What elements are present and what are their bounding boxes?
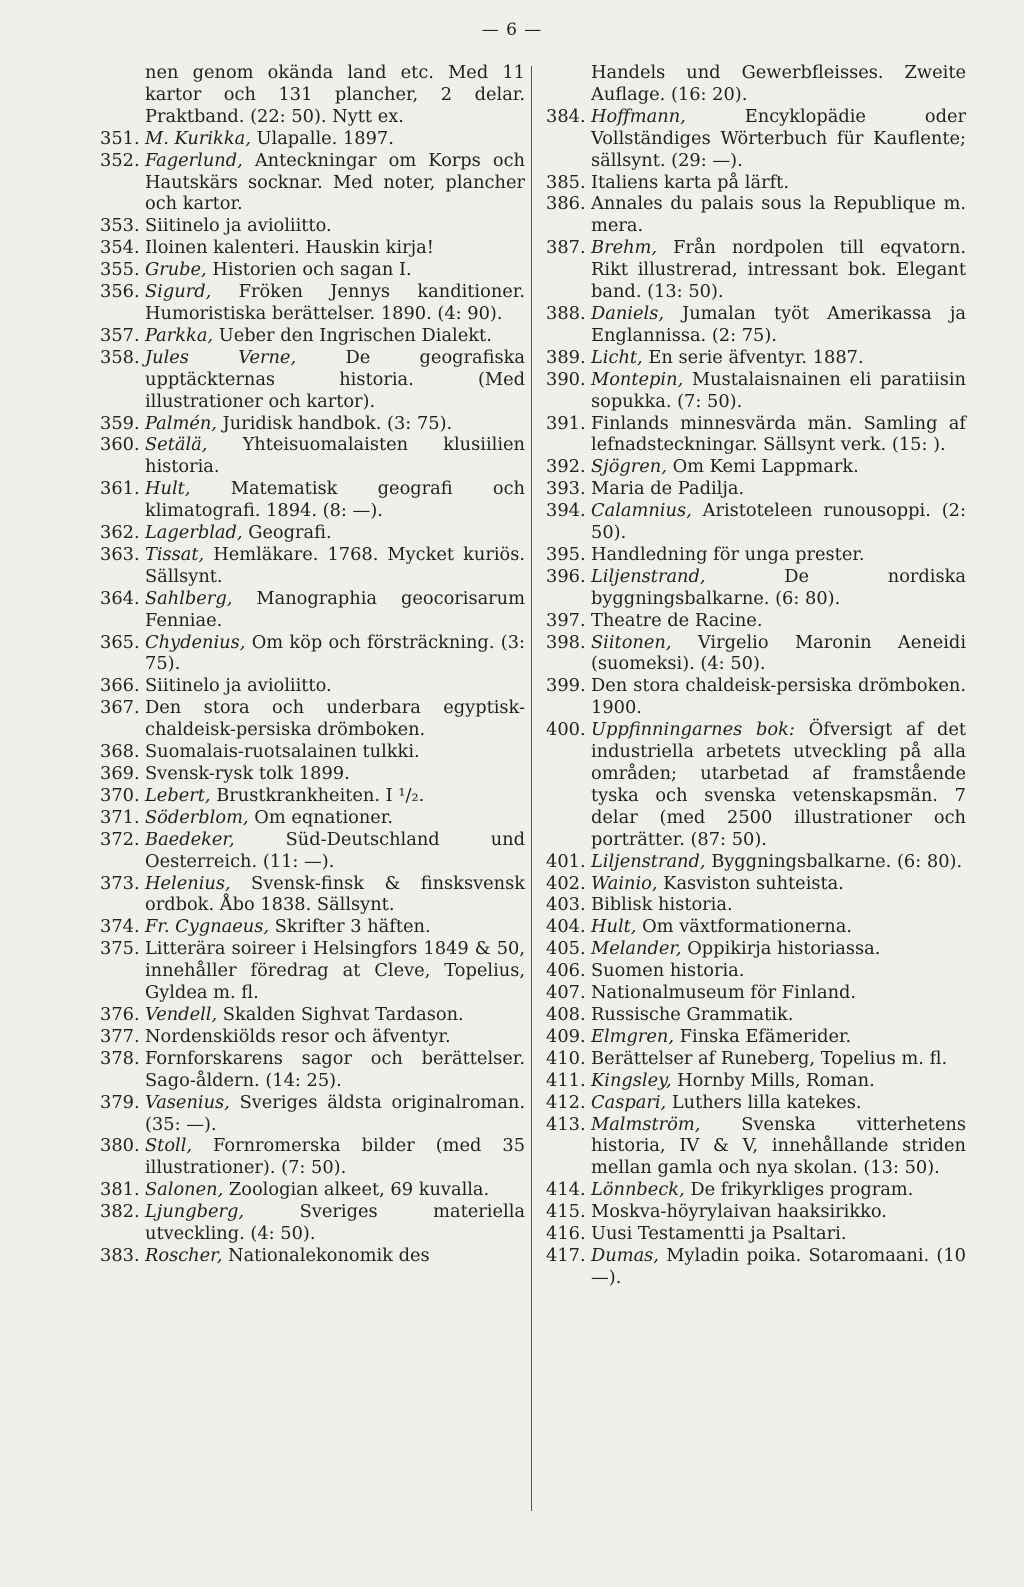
catalog-entry — [100, 588, 525, 632]
entry-number: 389. — [546, 346, 586, 368]
catalog-entry — [546, 193, 966, 237]
entry-author: Hoffmann, — [591, 105, 686, 127]
entry-text: Theatre de Racine. — [591, 609, 763, 631]
catalog-entry — [546, 1114, 966, 1180]
entry-text: Iloinen kalenteri. Hauskin kirja! — [145, 237, 434, 259]
entry-text: Nationalmuseum för Finland. — [591, 982, 857, 1004]
entry-text: Handels und Gewerbfleisses. Zweite Auflage. (16: 20). — [591, 62, 966, 105]
entry-number: 378. — [100, 1047, 140, 1069]
entry-text: Myladin poika. Sotaromaani. (10 —). — [591, 1244, 966, 1288]
entry-number: 354. — [100, 237, 140, 259]
entry-number: 404. — [546, 916, 586, 938]
entry-author: Stoll, — [145, 1135, 193, 1157]
entry-number: 372. — [100, 828, 140, 850]
entry-number: 374. — [100, 916, 140, 938]
entry-number: 392. — [546, 456, 586, 478]
catalog-entry — [100, 1026, 525, 1048]
entry-text: Om köp och försträckning. (3: 75). — [145, 631, 525, 675]
catalog-entry — [546, 347, 966, 369]
catalog-entry — [100, 1135, 525, 1179]
entry-number: 413. — [546, 1113, 586, 1135]
entry-author: Chydenius, — [145, 631, 246, 653]
entry-text: Biblisk historia. — [591, 894, 733, 916]
catalog-entry — [546, 544, 966, 566]
entry-text: En serie äfventyr. 1887. — [648, 346, 864, 368]
catalog-entry — [100, 1048, 525, 1092]
left-column — [100, 62, 525, 1267]
entry-text: Matematisk geografi och klimatografi. 1894. (8: —). — [145, 478, 526, 522]
entry-text: Om Kemi Lappmark. — [672, 456, 859, 478]
entry-number: 356. — [100, 281, 140, 303]
entry-author: Kingsley, — [591, 1069, 672, 1091]
catalog-entry — [100, 215, 525, 237]
entry-text: Den stora chaldeisk-persiska drömboken. 1900. — [591, 675, 966, 719]
entry-number: 366. — [100, 675, 140, 697]
entry-number: 362. — [100, 522, 140, 544]
entry-text: Nationalekonomik des — [228, 1244, 430, 1266]
entry-text: Svensk-finsk & finsksvensk ordbok. Åbo 1838. Sällsynt. — [145, 872, 525, 916]
entry-number: 394. — [546, 500, 586, 522]
catalog-entry — [546, 1070, 966, 1092]
entry-number: 397. — [546, 609, 586, 631]
entry-number: 410. — [546, 1047, 586, 1069]
entry-author: Parkka, — [145, 324, 214, 346]
entry-text: Mustalaisnainen eli paratiisin sopukka. (7: 50). — [591, 368, 967, 412]
catalog-entry — [100, 916, 525, 938]
entry-text: Finlands minnesvärda män. Samling af lefnadsteckningar. Sällsynt verk. (15: ). — [591, 412, 966, 456]
entry-text: Om växtformationerna. — [642, 916, 852, 938]
catalog-entry — [100, 347, 525, 413]
catalog-entry — [546, 1092, 966, 1114]
entry-number: 369. — [100, 763, 140, 784]
entry-number: 371. — [100, 806, 140, 828]
entry-number: 402. — [546, 872, 586, 894]
entry-text: Uusi Testamentti ja Psaltari. — [591, 1223, 847, 1245]
entry-number: 407. — [546, 982, 586, 1004]
catalog-entry — [100, 281, 525, 325]
catalog-entry — [546, 851, 966, 873]
entry-number: 351. — [100, 127, 140, 149]
catalog-entry — [100, 632, 525, 676]
entry-number: 383. — [100, 1244, 140, 1266]
catalog-entry — [546, 1201, 966, 1223]
entry-text: Byggningsbalkarne. (6: 80). — [711, 850, 963, 872]
catalog-entry — [546, 1048, 966, 1070]
entry-text: Siitinelo ja avioliitto. — [145, 675, 332, 697]
catalog-entry — [546, 894, 966, 916]
entry-text: Skalden Sighvat Tardason. — [222, 1003, 464, 1025]
entry-number: 408. — [546, 1003, 586, 1025]
entry-text: Från nordpolen till eqvatorn. Rikt illustrerad, intressant bok. Elegant band. (13: 50). — [591, 237, 966, 303]
entry-author: Jules Verne, — [145, 346, 297, 368]
entry-number: 365. — [100, 631, 140, 653]
entry-number: 414. — [546, 1179, 586, 1201]
catalog-entry — [100, 1245, 525, 1267]
entry-number: 405. — [546, 938, 586, 960]
entry-author: Wainio, — [591, 872, 658, 894]
entry-number: 387. — [546, 237, 586, 259]
catalog-entry — [100, 128, 525, 150]
entry-number: 395. — [546, 543, 586, 565]
catalog-entry — [100, 741, 525, 763]
catalog-entry — [546, 1245, 966, 1289]
entry-text: Zoologian alkeet, 69 kuvalla. — [228, 1179, 490, 1201]
entry-text: Sveriges äldsta originalroman. (35: —). — [145, 1091, 525, 1135]
entry-author: Baedeker, — [145, 828, 235, 850]
entry-number: 385. — [546, 171, 586, 193]
entry-text: Ulapalle. 1897. — [256, 127, 394, 149]
catalog-entry — [100, 829, 525, 873]
entry-number: 401. — [546, 850, 586, 872]
entry-number: 400. — [546, 719, 586, 741]
catalog-entry — [100, 413, 525, 435]
entry-text: Brustkrankheiten. I ¹/₂. — [216, 784, 425, 806]
entry-text: Fornforskarens sagor och berättelser. Sago-åldern. (14: 25). — [145, 1047, 525, 1091]
entry-text: De geografiska upptäckternas historia. (Med illustrationer och kartor). — [145, 346, 525, 412]
entry-text: Svenska vitterhetens historia, IV & V, innehållande striden mellan gamla och nya skolan. (13: 50). — [591, 1113, 967, 1179]
catalog-entry — [100, 522, 525, 544]
entry-text: De frikyrkliges program. — [690, 1179, 914, 1201]
catalog-entry — [100, 697, 525, 741]
entry-author: Lagerblad, — [145, 522, 243, 544]
entry-text: Encyklopädie oder Vollständiges Wörterbuch für Kauflente; sällsynt. (29: —). — [591, 105, 966, 171]
entry-author: Sahlberg, — [145, 587, 233, 609]
entry-text: Annales du palais sous la Republique m. mera. — [591, 193, 966, 237]
entry-number: 367. — [100, 697, 140, 719]
entry-number: 381. — [100, 1179, 140, 1201]
right-column — [546, 62, 966, 1289]
entry-text: Jumalan työt Amerikassa ja Englannissa. (2: 75). — [591, 302, 966, 346]
catalog-entry — [546, 1004, 966, 1026]
entry-author: Calamnius, — [591, 500, 692, 522]
entry-author: Hult, — [591, 916, 637, 938]
catalog-entry — [100, 675, 525, 697]
entry-author: Malmström, — [591, 1113, 701, 1135]
entry-text: Fornromerska bilder (med 35 illustrationer). (7: 50). — [145, 1135, 526, 1179]
entry-text: Siitinelo ja avioliitto. — [145, 215, 332, 237]
entry-number: 399. — [546, 675, 586, 697]
entry-author: Hult, — [145, 478, 191, 500]
entry-author: Dumas, — [591, 1244, 659, 1266]
entry-text: Juridisk handbok. (3: 75). — [222, 412, 453, 434]
catalog-entry — [100, 478, 525, 522]
catalog-entry — [546, 566, 966, 610]
entry-author: Setälä, — [145, 434, 208, 456]
entry-text: Den stora och underbara egyptisk-chaldeisk-persiska drömboken. — [145, 697, 525, 741]
entry-text: Suomen historia. — [591, 960, 745, 982]
catalog-entry — [100, 785, 525, 807]
catalog-entry — [546, 610, 966, 632]
catalog-entry — [100, 763, 525, 785]
entry-number: 382. — [100, 1201, 140, 1223]
entry-author: Grube, — [145, 259, 207, 281]
catalog-entry — [100, 62, 525, 128]
entry-author: M. Kurikka, — [145, 127, 251, 149]
entry-text: Luthers lilla katekes. — [671, 1091, 862, 1113]
entry-number: 380. — [100, 1135, 140, 1157]
catalog-entry — [546, 478, 966, 500]
entry-author: Vasenius, — [145, 1091, 230, 1113]
catalog-entry — [546, 456, 966, 478]
entry-text: Geografi. — [248, 522, 332, 544]
entry-text: Kasviston suhteista. — [663, 872, 844, 894]
entry-number: 384. — [546, 105, 586, 127]
entry-number: 360. — [100, 434, 140, 456]
catalog-entry — [546, 916, 966, 938]
entry-author: Lönnbeck, — [591, 1179, 685, 1201]
entry-author: Fr. Cygnaeus, — [145, 916, 270, 938]
entry-author: Elmgren, — [591, 1025, 675, 1047]
catalog-entry — [546, 1026, 966, 1048]
catalog-entry — [100, 237, 525, 259]
entry-text: Anteckningar om Korps och Hautskärs socknar. Med noter, plancher och kartor. — [145, 149, 525, 215]
entry-text: Aristoteleen runousoppi. (2: 50). — [591, 500, 966, 544]
entry-text: Litterära soireer i Helsingfors 1849 & 50, innehåller föredrag at Cleve, Topelius, Gyldea m. fl. — [145, 938, 525, 1004]
entry-text: Öfversigt af det industriella arbetets utveckling på alla områden; utarbetad af framstående tyska och svenska vetenskapsmän. 7 delar (med 2500 illustrationer och porträtter. (87: 50). — [591, 719, 967, 850]
entry-number: 390. — [546, 368, 586, 390]
entry-author: Roscher, — [145, 1244, 223, 1266]
entry-author: Uppfinningarnes bok: — [591, 719, 795, 741]
entry-number: 364. — [100, 587, 140, 609]
entry-number: 377. — [100, 1025, 140, 1047]
entry-author: Licht, — [591, 346, 643, 368]
entry-number: 409. — [546, 1025, 586, 1047]
entry-number: 363. — [100, 543, 140, 565]
entry-number: 388. — [546, 302, 586, 324]
catalog-entry — [546, 719, 966, 850]
entry-author: Siitonen, — [591, 631, 672, 653]
catalog-entry — [546, 369, 966, 413]
entry-text: Russische Grammatik. — [591, 1003, 794, 1025]
entry-author: Sigurd, — [145, 281, 212, 303]
entry-number: 411. — [546, 1069, 586, 1091]
catalog-entry — [546, 413, 966, 457]
catalog-entry — [546, 1223, 966, 1245]
catalog-entry — [546, 960, 966, 982]
entry-number: 403. — [546, 894, 586, 916]
catalog-entry — [546, 172, 966, 194]
entry-text: Svensk-rysk tolk 1899. — [145, 763, 350, 784]
catalog-entry — [546, 62, 966, 106]
entry-text: Handledning för unga prester. — [591, 543, 865, 565]
catalog-entry — [100, 873, 525, 917]
entry-text: Oppikirja historiassa. — [687, 938, 881, 960]
entry-number: 406. — [546, 960, 586, 982]
entry-author: Lebert, — [145, 784, 211, 806]
column-divider — [531, 66, 532, 1511]
entry-text: Virgelio Maronin Aeneidi (suomeksi). (4: 50). — [591, 631, 967, 675]
entry-number: 353. — [100, 215, 140, 237]
catalog-entry — [100, 434, 525, 478]
entry-text: Suomalais-ruotsalainen tulkki. — [145, 741, 420, 763]
entry-text: Nordenskiölds resor och äfventyr. — [145, 1025, 451, 1047]
entry-text: Italiens karta på lärft. — [591, 171, 789, 193]
catalog-entry — [100, 938, 525, 1004]
catalog-entry — [546, 237, 966, 303]
entry-author: Palmén, — [145, 412, 217, 434]
entry-author: Salonen, — [145, 1179, 224, 1201]
entry-number: 368. — [100, 741, 140, 763]
catalog-entry — [100, 544, 525, 588]
entry-number: 357. — [100, 324, 140, 346]
catalog-entry — [546, 938, 966, 960]
entry-number: 373. — [100, 872, 140, 894]
entry-author: Ljungberg, — [145, 1201, 245, 1223]
entry-author: Tissat, — [145, 543, 205, 565]
entry-number: 376. — [100, 1003, 140, 1025]
entry-number: 396. — [546, 565, 586, 587]
entry-author: Liljenstrand, — [591, 850, 706, 872]
entry-number: 358. — [100, 346, 140, 368]
catalog-entry — [546, 982, 966, 1004]
entry-author: Daniels, — [591, 302, 664, 324]
page-number: — 6 — — [481, 20, 543, 40]
entry-text: Ueber den Ingrischen Dialekt. — [218, 324, 492, 346]
catalog-entry — [100, 325, 525, 347]
entry-number: 412. — [546, 1091, 586, 1113]
entry-author: Fagerlund, — [145, 149, 243, 171]
entry-number: 417. — [546, 1244, 586, 1266]
entry-number: 359. — [100, 412, 140, 434]
entry-number: 355. — [100, 259, 140, 281]
entry-author: Liljenstrand, — [591, 565, 706, 587]
entry-number: 391. — [546, 412, 586, 434]
entry-author: Helenius, — [145, 872, 231, 894]
entry-text: Finska Efämerider. — [679, 1025, 852, 1047]
entry-number: 398. — [546, 631, 586, 653]
entry-text: De nordiska byggningsbalkarne. (6: 80). — [591, 565, 966, 609]
entry-number: 379. — [100, 1091, 140, 1113]
catalog-entry — [100, 150, 525, 216]
entry-text: Fröken Jennys kanditioner. Humoristiska berättelser. 1890. (4: 90). — [145, 281, 525, 324]
entry-text: Hornby Mills, Roman. — [677, 1069, 875, 1091]
entry-number: 415. — [546, 1201, 586, 1223]
entry-text: Süd-Deutschland und Oesterreich. (11: —). — [145, 828, 525, 872]
entry-author: Caspari, — [591, 1091, 667, 1113]
entry-text: Sveriges materiella utveckling. (4: 50). — [145, 1201, 525, 1245]
entry-number: 361. — [100, 478, 140, 500]
entry-text: nen genom okända land etc. Med 11 kartor och 131 plancher, 2 delar. Praktband. (22: 50). Nytt ex. — [145, 62, 525, 127]
catalog-entry — [546, 106, 966, 172]
catalog-entry — [100, 1179, 525, 1201]
entry-author: Melander, — [591, 938, 682, 960]
entry-number: 375. — [100, 938, 140, 960]
catalog-entry — [546, 1179, 966, 1201]
catalog-entry — [546, 500, 966, 544]
entry-number: 370. — [100, 784, 140, 806]
entry-author: Montepin, — [591, 368, 684, 390]
entry-text: Hemläkare. 1768. Mycket kuriös. Sällsynt. — [145, 543, 525, 587]
entry-text: Yhteisuomalaisten klusiilien historia. — [145, 434, 525, 478]
entry-text: Manographia geocorisarum Fenniae. — [145, 587, 525, 631]
entry-author: Sjögren, — [591, 456, 667, 478]
entry-text: Om eqnationer. — [254, 806, 394, 828]
entry-number: 416. — [546, 1223, 586, 1245]
entry-author: Söderblom, — [145, 806, 249, 828]
catalog-entry — [100, 1201, 525, 1245]
entry-text: Moskva-höyrylaivan haaksirikko. — [591, 1201, 887, 1223]
entry-author: Vendell, — [145, 1003, 218, 1025]
catalog-entry — [100, 1004, 525, 1026]
catalog-entry — [100, 807, 525, 829]
catalog-entry — [546, 675, 966, 719]
catalog-entry — [546, 873, 966, 895]
entry-number: 352. — [100, 149, 140, 171]
entry-author: Brehm, — [591, 237, 658, 259]
catalog-entry — [100, 1092, 525, 1136]
entry-text: Skrifter 3 häften. — [274, 916, 431, 938]
catalog-entry — [546, 632, 966, 676]
catalog-entry — [100, 259, 525, 281]
entry-text: Berättelser af Runeberg, Topelius m. fl. — [591, 1047, 948, 1069]
catalog-entry — [546, 303, 966, 347]
entry-number: 386. — [546, 193, 586, 215]
entry-text: Historien och sagan I. — [212, 259, 412, 281]
entry-number: 393. — [546, 478, 586, 500]
entry-text: Maria de Padilja. — [591, 478, 745, 500]
